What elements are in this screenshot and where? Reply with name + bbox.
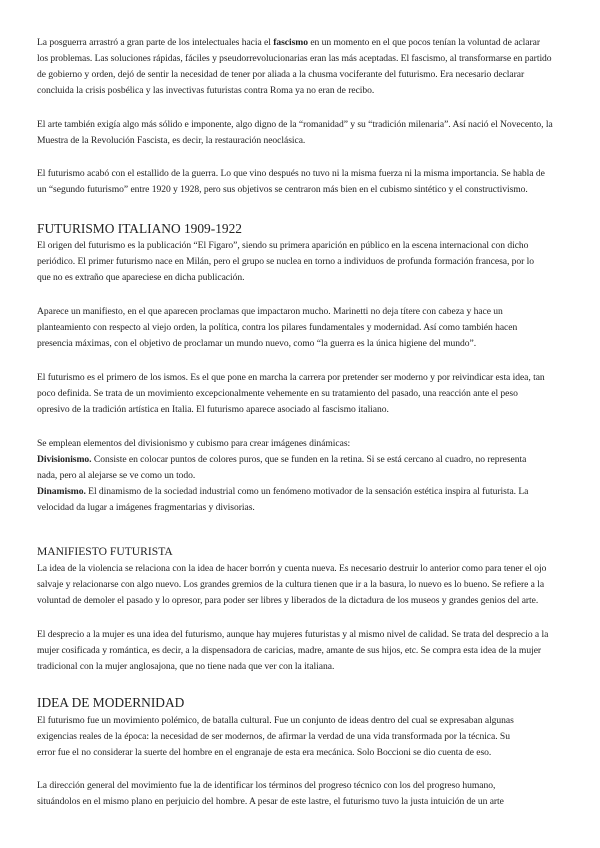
section-heading-manifiesto-futurista: MANIFIESTO FUTURISTA [37, 545, 173, 558]
section2-paragraph-2: El desprecio a la mujer es una idea del futurismo, aunque hay mujeres futuristas y al mismo nivel de calidad. Se trata del desprecio a la mujer cosificada y romántica, es decir, a la dispensadora de caricias, madre, amante de sus hijos, etc. Se compra esta idea de la mujer tradicional con la mujer anglosajona, que no tiene nada que ver con la italiana. [37, 629, 549, 672]
section3-paragraph-1: El futurismo fue un movimiento polémico, de batalla cultural. Fue un conjunto de ideas dentro del cual se expresaban algunas exigencias reales de la época: la necesidad de ser modernos, de afirmar la verdad de una vida transformada por la técnica. Su error fue el no considerar la suerte del hombre en el engranaje de esta era mecánica. Solo Boccioni se dio cuenta de eso. [37, 715, 514, 758]
section1-paragraph-3: El futurismo es el primero de los ismos. Es el que pone en marcha la carrera por pretender ser moderno y por reivindicar esta idea, tan poco definida. Se trata de un movimiento excepcionalmente vehemente en su tratamiento del pasado, una reacción ante el peso opresivo de la tradición artística en Italia. El futurismo aparece asociado al fascismo italiano. [37, 372, 545, 415]
intro-paragraph-2: El arte también exigía algo más sólido e imponente, algo digno de la “romanidad” y su “tradición milenaria”. Así nació el Novecento, la Muestra de la Revolución Fascista, es decir, la restauración neoclásica. [37, 119, 553, 146]
section2-paragraph-1: La idea de la violencia se relaciona con la idea de hacer borrón y cuenta nueva. Es necesario destruir lo anterior como para tener el ojo salvaje y relacionarse con algo nuevo. Los grandes gremios de la cultura tienen que ir a la basura, lo nuevo es lo bueno. Se refiere a la voluntad de demoler el pasado y lo opresor, para poder ser libres y liberados de la dictadura de los museos y grandes genios del arte. [37, 563, 547, 606]
section1-paragraph-1: El origen del futurismo es la publicación “El Figaro”, siendo su primera aparición en público en la escena internacional con dicho periódico. El primer futurismo nace en Milán, pero el grupo se nuclea en torno a individuos de profunda formación francesa, por lo que no es extraño que apareciese en dicha publicación. [37, 240, 535, 283]
section-heading-futurismo-italiano: FUTURISMO ITALIANO 1909-1922 [37, 221, 242, 236]
intro-paragraph-1: La posguerra arrastró a gran parte de los intelectuales hacia el fascismo en un momento en el que pocos tenían la voluntad de aclarar los problemas. Las soluciones rápidas, fáciles y pseudorrevolucionarias eran las más aceptadas. El fascismo, al transformarse en partido de gobierno y orden, dejó de sentir la necesidad de tener por aliada a la chusma vociferante del futurismo. Era necesario declarar concluida la crisis posbélica y las invectivas futuristas contra Roma ya no eran de recibo. [37, 37, 552, 96]
section-heading-idea-de-modernidad: IDEA DE MODERNIDAD [37, 695, 185, 710]
section3-paragraph-2: La dirección general del movimiento fue la de identificar los términos del progreso técnico con los del progreso humano, situándolos en el mismo plano en perjuicio del hombre. A pesar de este lastre, el futurismo tuvo la justa intuición de un arte [37, 780, 504, 807]
section1-paragraph-4: Se emplean elementos del divisionismo y cubismo para crear imágenes dinámicas: Divisionismo. Consiste en colocar puntos de colores puros, que se funden en la retina. Si se está cercano al cuadro, no representa nada, pero al alejarse se ve como un todo. Dinamismo. El dinamismo de la sociedad industrial como un fenómeno motivador de la sensación estética inspira al futurista. La velocidad da lugar a imágenes fragmentarias y divisorias. [37, 436, 565, 516]
section1-paragraph-2: Aparece un manifiesto, en el que aparecen proclamas que impactaron mucho. Marinetti no deja títere con cabeza y hace un planteamiento con respecto al viejo orden, la política, contra los pilares fundamentales y modernidad. Así como también hacen presencia máximas, con el objetivo de proclamar un mundo nuevo, como “la guerra es la única higiene del mundo”. [37, 306, 518, 349]
divisionismo-definition: Divisionismo. Consiste en colocar puntos de colores puros, que se funden en la retina. Si se está cercano al cuadro, no representa [37, 454, 527, 465]
intro-paragraph-3: El futurismo acabó con el estallido de la guerra. Lo que vino después no tuvo ni la misma fuerza ni la misma importancia. Se habla de un “segundo futurismo” entre 1920 y 1928, pero sus objetivos se centraron más bien en el cubismo sintético y el constructivismo. [37, 168, 545, 195]
dinamismo-definition: Dinamismo. El dinamismo de la sociedad industrial como un fenómeno motivador de la sensación estética inspira al futurista. La [37, 486, 529, 497]
